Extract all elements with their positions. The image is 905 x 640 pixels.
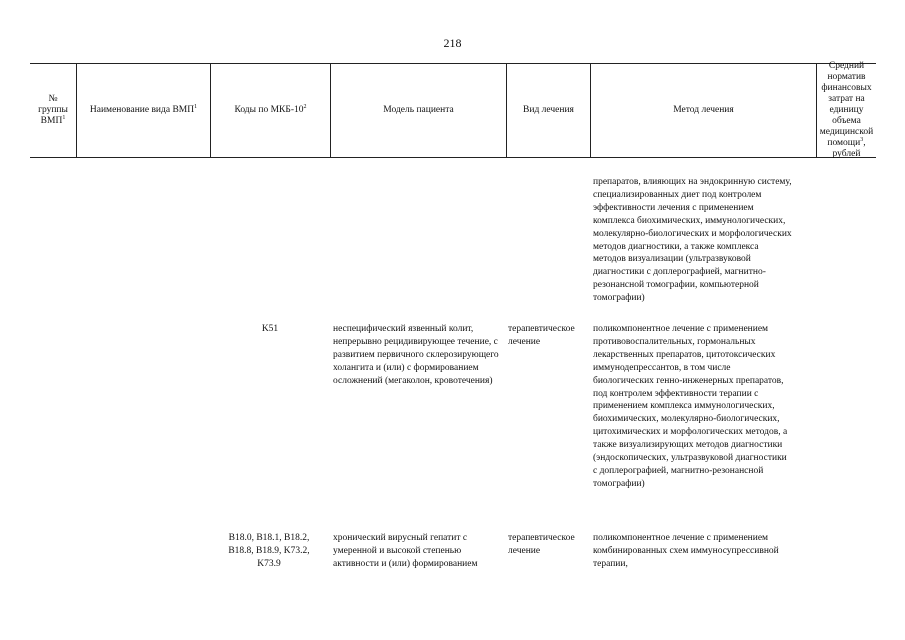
page-number: 218 bbox=[443, 36, 462, 50]
table-row-1-codes: K51 bbox=[261, 324, 279, 334]
header-icd-codes: Коды по МКБ-$10^2$ bbox=[210, 64, 330, 157]
header-vmp-type: Наименование вида ВМП$^1$ bbox=[76, 64, 210, 157]
table-row-2-method: поликомпонентное лечение с применением комбинированных схем иммуносупрессивной терапии, bbox=[593, 533, 779, 569]
table-row-2-treatment: терапевтическое лечение bbox=[508, 533, 575, 556]
table-row-2-disease: хронический вирусный гепатит с умеренной и высокой степенью активности и (или) формированием bbox=[333, 533, 478, 569]
table-row-1-method: поликомпонентное лечение с применением противовоспалительных, гормональных лекарственных препаратов, цитотоксических иммунодепрессантов, в том числе биологических генно-инженерных препаратов, под контролем эффективности терапии с применением комплекса иммунологических, биохимических, молекулярно-биологических, цитохимических и морфологических методов, а также визуализирующих методов диагностики (эндоскопических, ультразвуковой диагностики с доплерографией, магнитно-резонансной томографии) bbox=[593, 324, 788, 489]
header-group-number: № группы ВМП$^1$ bbox=[38, 94, 68, 126]
header-treatment-method: Метод лечения bbox=[590, 64, 816, 157]
table-header bbox=[30, 63, 876, 158]
table-row-2-codes: B18.0, B18.1, B18.2, B18.8, B18.9, K73.2, K73.9 bbox=[228, 533, 310, 569]
table-row-1-treatment: терапевтическое лечение bbox=[508, 324, 575, 347]
header-avg-cost: Средний норматив финансовых затрат на единицу объема медицинской помощи$^3$, рублей bbox=[816, 64, 876, 157]
header-treatment-type: Вид лечения bbox=[506, 64, 590, 157]
table-row-0-method: препаратов, влияющих на эндокринную систему, специализированных диет под контролем эффективности лечения с применением комплекса биохимических, иммунологических, молекулярно-биологических и морфологических методов диагностики, а также комплекса методов визуализации (ультразвуковой диагностики с доплерографией, магнитно-резонансной томографии, компьютерной томографии) bbox=[593, 177, 792, 304]
table-row-1-disease: неспецифический язвенный колит, непрерывно рецидивирующее течение, с развитием первичного склерозирующего холангита и (или) с формированием осложнений (мегаколон, кровотечения) bbox=[333, 324, 499, 386]
header-patient-model: Модель пациента bbox=[330, 64, 506, 157]
